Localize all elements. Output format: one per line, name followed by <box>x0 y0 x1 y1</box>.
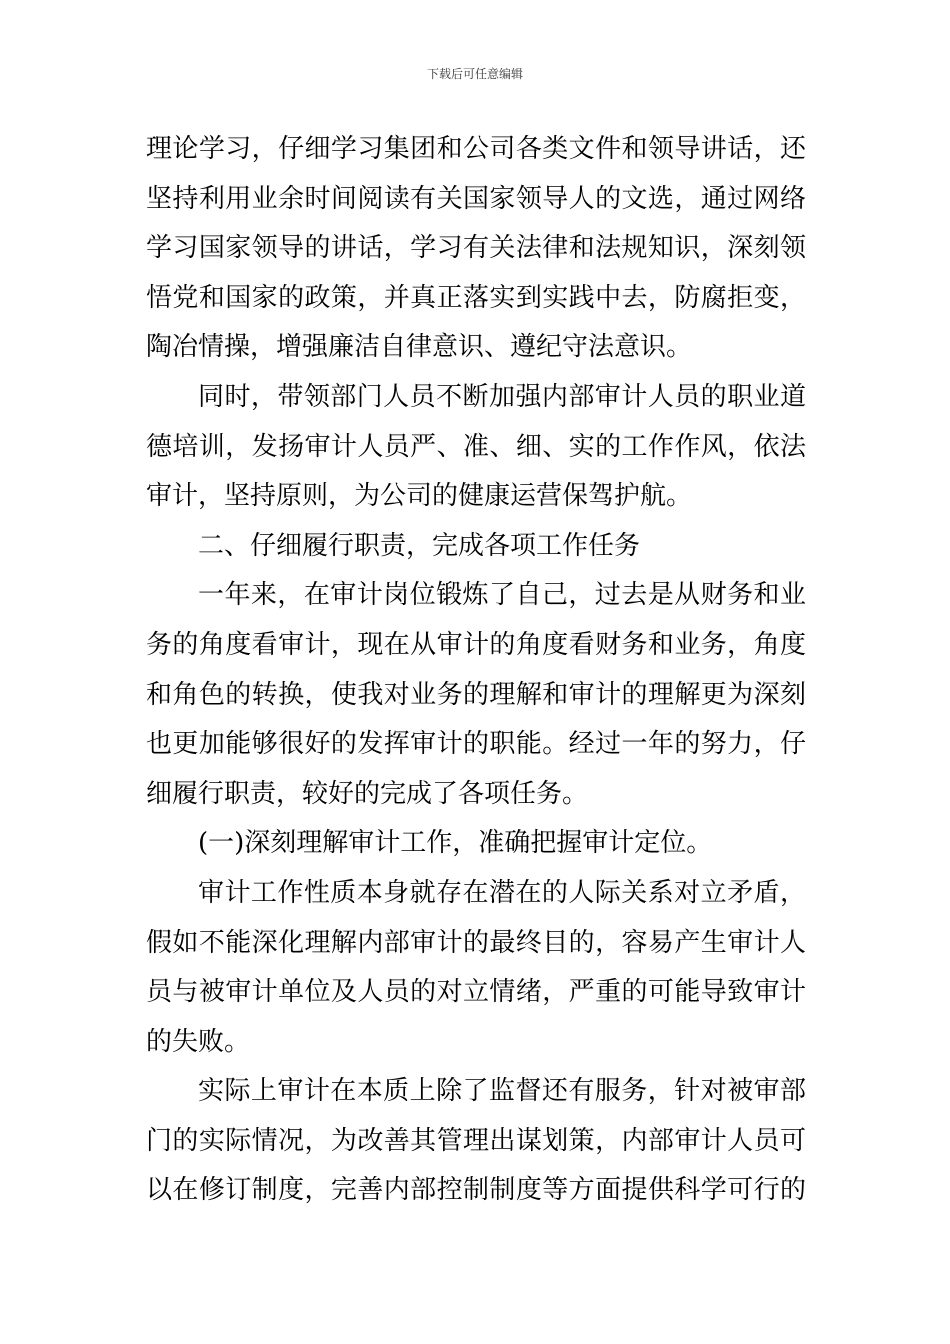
text-line: 细履行职责，较好的完成了各项任务。 <box>146 778 589 809</box>
text-line: 以在修订制度，完善内部控制制度等方面提供科学可行的 <box>146 1175 806 1206</box>
text-line: 实际上审计在本质上除了监督还有服务，针对被审部 <box>198 1076 806 1107</box>
text-line: 悟党和国家的政策，并真正落实到实践中去，防腐拒变， <box>146 282 806 313</box>
text-line: 二、仔细履行职责，完成各项工作任务 <box>198 530 641 561</box>
text-line: 同时，带领部门人员不断加强内部审计人员的职业道 <box>198 381 806 412</box>
text-line: 理论学习，仔细学习集团和公司各类文件和领导讲话，还 <box>146 134 806 164</box>
text-line: 审计工作性质本身就存在潜在的人际关系对立矛盾， <box>198 877 806 908</box>
text-line: 和角色的转换，使我对业务的理解和审计的理解更为深刻 <box>146 679 806 710</box>
text-line: 也更加能够很好的发挥审计的职能。经过一年的努力，仔 <box>146 729 806 760</box>
text-line: 假如不能深化理解内部审计的最终目的，容易产生审计人 <box>146 927 806 958</box>
text-line: 务的角度看审计，现在从审计的角度看财务和业务，角度 <box>146 629 806 660</box>
text-line: 的失败。 <box>146 1026 251 1057</box>
text-line: (一)深刻理解审计工作，准确把握审计定位。 <box>198 828 713 859</box>
text-line: 德培训，发扬审计人员严、准、细、实的工作作风，依法 <box>146 431 806 462</box>
text-line: 陶冶情操，增强廉洁自律意识、遵纪守法意识。 <box>146 332 693 363</box>
text-line: 员与被审计单位及人员的对立情绪，严重的可能导致审计 <box>146 977 806 1008</box>
text-line: 坚持利用业余时间阅读有关国家领导人的文选，通过网络 <box>146 183 806 214</box>
text-line: 一年来，在审计岗位锻炼了自己，过去是从财务和业 <box>198 580 806 611</box>
document-body <box>146 125 806 1216</box>
text-line: 门的实际情况，为改善其管理出谋划策，内部审计人员可 <box>146 1125 806 1156</box>
text-line: 审计，坚持原则，为公司的健康运营保驾护航。 <box>146 481 693 512</box>
page-header: 下载后可任意编辑 <box>426 67 523 81</box>
text-line: 学习国家领导的讲话，学习有关法律和法规知识，深刻领 <box>146 233 806 264</box>
